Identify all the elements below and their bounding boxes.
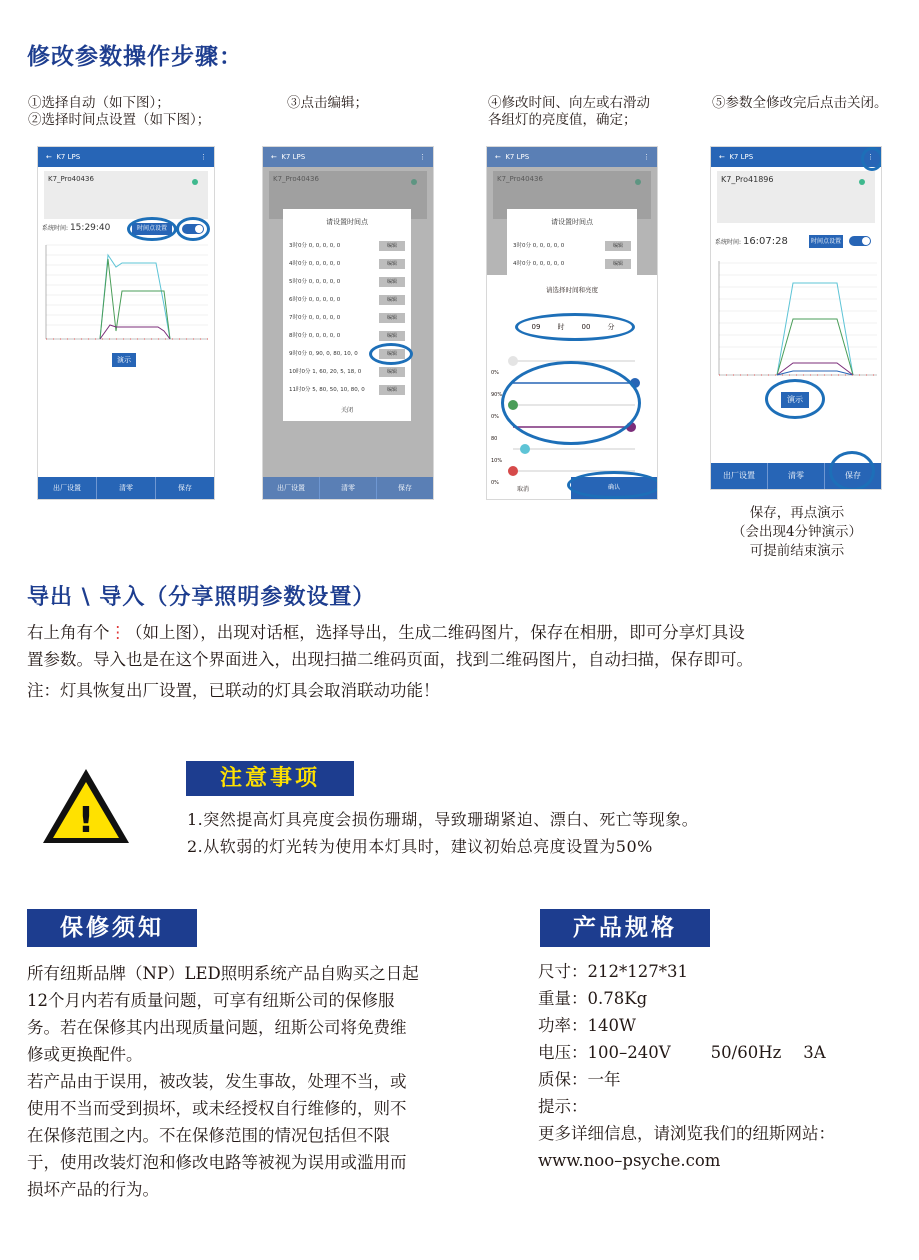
export-import-heading: 导出 \ 导入（分享照明参数设置）	[27, 585, 376, 610]
list-item	[289, 365, 405, 379]
slider-labels	[491, 362, 502, 494]
slider-knob	[508, 466, 518, 476]
spec-power: 功率：140W	[538, 1016, 636, 1035]
page-title: 修改参数操作步骤：	[27, 44, 243, 70]
spec-tip: 提示：	[538, 1097, 588, 1116]
dialog-title: 请设置时间点	[551, 218, 593, 226]
row-label: 10时0分	[289, 369, 311, 375]
demo-button[interactable]: 演示	[112, 353, 136, 367]
back-icon[interactable]: ←	[719, 153, 725, 161]
export-note: 注：灯具恢复出厂设置，已联动的灯具会取消联动功能！	[27, 681, 440, 700]
caution-text	[187, 806, 698, 860]
spec-current: 3A	[803, 1043, 826, 1062]
clear-button[interactable]: 清零	[320, 477, 377, 499]
bottom-bar	[263, 477, 433, 499]
system-time-label: 系统时间:	[42, 225, 69, 232]
row-label: 4时0分	[289, 261, 307, 267]
row-value: 1, 60, 20, 5, 18, 0	[312, 369, 362, 375]
row-value: 0, 0, 0, 0, 0	[308, 333, 341, 339]
close-button[interactable]: 关闭	[340, 407, 353, 414]
phone-screenshot-4	[710, 146, 882, 490]
warranty-line: 所有纽斯品牌（NP）LED照明系统产品自购买之日起	[27, 964, 419, 983]
spec-voltage: 电压：100–240V	[538, 1043, 671, 1062]
app-bar	[487, 147, 657, 167]
hour-value[interactable]: 09	[531, 323, 541, 331]
bottom-bar	[38, 477, 214, 499]
row-label: 11时0分	[289, 387, 311, 393]
step-1b: ②选择时间点设置（如下图）；	[28, 112, 211, 128]
row-value: 0, 0, 0, 0, 0	[532, 261, 565, 267]
spec-voltage-row	[538, 1039, 908, 1066]
device-card[interactable]	[44, 171, 208, 219]
status-dot-icon	[859, 179, 865, 185]
step-1-text	[28, 95, 210, 129]
slider-label: 90%	[491, 392, 503, 398]
edit-button[interactable]: 编辑	[379, 349, 405, 359]
highlight-ring	[829, 451, 875, 490]
spec-size: 尺寸：212*127*31	[538, 962, 688, 981]
app-title: K7 LPS	[505, 153, 530, 161]
row-label: 3时0分	[513, 243, 531, 249]
row-label: 6时0分	[289, 297, 307, 303]
row-value: 0, 0, 0, 0, 0	[308, 261, 341, 267]
step-4-text	[488, 95, 650, 129]
caution-line: 2.从软弱的灯光转为使用本灯具时，建议初始总亮度设置为50%	[187, 837, 653, 856]
spec-warranty: 质保：一年	[538, 1070, 621, 1089]
slider-label: 0%	[491, 480, 499, 486]
row-value: 0, 0, 0, 0, 0	[308, 315, 341, 321]
edit-button[interactable]: 编辑	[605, 259, 631, 269]
hour-unit: 时	[557, 323, 565, 331]
demo-button[interactable]: 演示	[781, 392, 809, 408]
slider-label: 0%	[491, 370, 499, 376]
edit-button[interactable]: 编辑	[605, 241, 631, 251]
highlight-ring	[369, 343, 413, 365]
step-3-text: ③点击编辑；	[287, 95, 368, 111]
specs-list	[538, 958, 908, 1174]
warranty-line: 损坏产品的行为。	[27, 1180, 159, 1199]
warning-glyph: !	[77, 800, 95, 841]
light-curve-chart	[40, 241, 212, 345]
phone-screenshot-2	[262, 146, 434, 500]
device-card[interactable]	[717, 171, 875, 223]
list-item	[289, 239, 405, 253]
list-item	[289, 257, 405, 271]
warranty-line: 使用不当而受到损坏，或未经授权自行维修的，则不	[27, 1099, 407, 1118]
app-bar	[711, 147, 881, 167]
minute-value[interactable]: 00	[581, 323, 591, 331]
spec-frequency: 50/60Hz	[710, 1043, 782, 1062]
highlight-ring	[765, 379, 825, 419]
app-title: K7 LPS	[729, 153, 754, 161]
website-link[interactable]: www.noo–psyche.com	[538, 1151, 721, 1170]
system-time	[42, 223, 110, 233]
timepoint-dialog	[283, 209, 411, 421]
slider-knob	[508, 356, 518, 366]
row-label: 4时0分	[513, 261, 531, 267]
export-text: 置参数。导入也是在这个界面进入，出现扫描二维码页面，找到二维码图片，自动扫描，保存即可。	[27, 650, 753, 669]
device-name: K7_Pro41896	[721, 175, 774, 184]
confirm-button[interactable]: 确认	[571, 477, 657, 499]
warranty-line: 12个月内若有质量问题，可享有纽斯公司的保修服	[27, 991, 395, 1010]
cancel-button[interactable]: 取消	[517, 486, 530, 493]
menu-icon[interactable]: ⋮	[419, 153, 426, 161]
save-button[interactable]: 保存	[398, 484, 412, 492]
edit-button[interactable]: 编辑	[379, 331, 405, 341]
app-bar	[38, 147, 214, 167]
warranty-line: 若产品由于误用，被改装，发生事故，处理不当，或	[27, 1072, 407, 1091]
highlight-ring	[501, 361, 641, 445]
edit-button[interactable]: 编辑	[379, 385, 405, 395]
highlight-ring	[176, 217, 210, 241]
warranty-text	[27, 960, 497, 1203]
export-paragraph	[27, 619, 897, 704]
save-note	[712, 504, 882, 561]
status-dot-icon	[192, 179, 198, 185]
system-time-label: 系统时间:	[715, 239, 742, 246]
row-value: 0, 0, 0, 0, 0	[308, 243, 341, 249]
row-value: 0, 0, 0, 0, 0	[308, 279, 341, 285]
warning-icon	[40, 766, 132, 846]
row-label: 7时0分	[289, 315, 307, 321]
step-4b: 各组灯的亮度值，确定；	[488, 112, 637, 128]
row-label: 5时0分	[289, 279, 307, 285]
clear-button[interactable]: 清零	[97, 477, 156, 499]
highlight-ring	[861, 147, 882, 171]
menu-icon[interactable]: ⋮	[867, 153, 874, 161]
highlight-ring	[567, 471, 658, 499]
edit-button[interactable]: 编辑	[379, 277, 405, 287]
list-item	[289, 293, 405, 307]
row-value: 0, 0, 0, 0, 0	[532, 243, 565, 249]
save-note-line: 可提前结束演示	[749, 543, 845, 559]
slider-label: 10%	[491, 458, 503, 464]
warranty-line: 务。若在保修其内出现质量问题，纽斯公司将免费维	[27, 1018, 407, 1037]
edit-button[interactable]: 编辑	[379, 241, 405, 251]
row-label: 9时0分	[289, 351, 307, 357]
list-item	[289, 275, 405, 289]
row-value: 0, 0, 0, 0, 0	[308, 297, 341, 303]
edit-button[interactable]: 编辑	[379, 313, 405, 323]
edit-button[interactable]: 编辑	[379, 295, 405, 305]
sheet-title: 请选择时间和亮度	[546, 286, 598, 294]
export-text: 右上角有个	[27, 623, 110, 642]
back-icon[interactable]: ←	[495, 153, 501, 161]
factory-reset-button[interactable]: 出厂设置	[711, 463, 768, 489]
phone-screenshot-3	[486, 146, 658, 500]
list-item	[289, 311, 405, 325]
save-note-line: 保存，再点演示	[749, 505, 845, 521]
timepoint-button[interactable]: 时间点设置	[132, 223, 172, 235]
warranty-line: 于，使用改装灯泡和修改电路等被视为误用或滥用而	[27, 1153, 407, 1172]
list-item	[289, 383, 405, 397]
system-time-value: 15:29:40	[69, 223, 111, 233]
row-label: 8时0分	[289, 333, 307, 339]
factory-reset-button[interactable]: 出厂设置	[263, 477, 320, 499]
factory-reset-button[interactable]: 出厂设置	[38, 477, 97, 499]
step-1a: ①选择自动（如下图）；	[28, 95, 170, 111]
back-icon[interactable]: ←	[46, 153, 52, 161]
spec-weight: 重量：0.78Kg	[538, 989, 648, 1008]
timepoint-dialog-behind	[507, 209, 637, 275]
save-button[interactable]: 保存	[845, 471, 861, 480]
highlight-ring	[127, 217, 177, 241]
minute-unit: 分	[607, 323, 615, 331]
menu-dots-icon: ⋮	[109, 623, 126, 642]
app-title: K7 LPS	[56, 153, 81, 161]
clear-button[interactable]: 清零	[768, 463, 825, 489]
list-item	[289, 329, 405, 343]
warranty-line: 在保修范围之内。不在保修范围的情况包括但不限	[27, 1126, 390, 1145]
row-label: 3时0分	[289, 243, 307, 249]
specs-banner: 产品规格	[540, 909, 710, 947]
menu-icon[interactable]: ⋮	[200, 153, 207, 161]
phone-screenshot-1	[37, 146, 215, 500]
edit-button[interactable]: 编辑	[379, 259, 405, 269]
app-title: K7 LPS	[281, 153, 306, 161]
menu-icon[interactable]: ⋮	[643, 153, 650, 161]
warranty-banner: 保修须知	[27, 909, 197, 947]
slider-knob	[520, 444, 530, 454]
highlight-ring	[515, 313, 635, 341]
system-time-value: 16:07:28	[742, 236, 788, 247]
time-brightness-sheet	[487, 275, 657, 499]
caution-line: 1.突然提高灯具亮度会损伤珊瑚，导致珊瑚紧迫、漂白、死亡等现象。	[187, 810, 699, 829]
back-icon[interactable]: ←	[271, 153, 277, 161]
slider-label: 80	[491, 436, 498, 442]
list-item	[513, 257, 631, 271]
caution-banner: 注意事项	[186, 761, 354, 796]
slider-label: 0%	[491, 414, 499, 420]
system-time	[715, 236, 788, 247]
list-item	[513, 239, 631, 253]
row-value: 0, 90, 0, 80, 10, 0	[308, 351, 358, 357]
spec-more-info: 更多详细信息，请浏览我们的纽斯网站：	[538, 1124, 835, 1143]
light-curve-chart	[713, 257, 881, 383]
edit-button[interactable]: 编辑	[379, 367, 405, 377]
warranty-line: 修或更换配件。	[27, 1045, 143, 1064]
timepoint-button[interactable]: 时间点设置	[809, 235, 843, 248]
auto-toggle[interactable]	[849, 236, 871, 246]
export-text: （如上图），出现对话框，选择导出，生成二维码图片，保存在相册，即可分享灯具设	[126, 623, 745, 642]
save-note-line: （会出现4分钟演示）	[731, 524, 863, 540]
app-bar	[263, 147, 433, 167]
step-5-text: ⑤参数全修改完后点击关闭。	[712, 95, 888, 111]
dialog-title: 请设置时间点	[326, 218, 368, 226]
step-4a: ④修改时间、向左或右滑动	[488, 95, 650, 111]
save-button[interactable]: 保存	[178, 484, 192, 492]
row-value: 5, 80, 50, 10, 80, 0	[312, 387, 365, 393]
device-name: K7_Pro40436	[48, 175, 94, 183]
